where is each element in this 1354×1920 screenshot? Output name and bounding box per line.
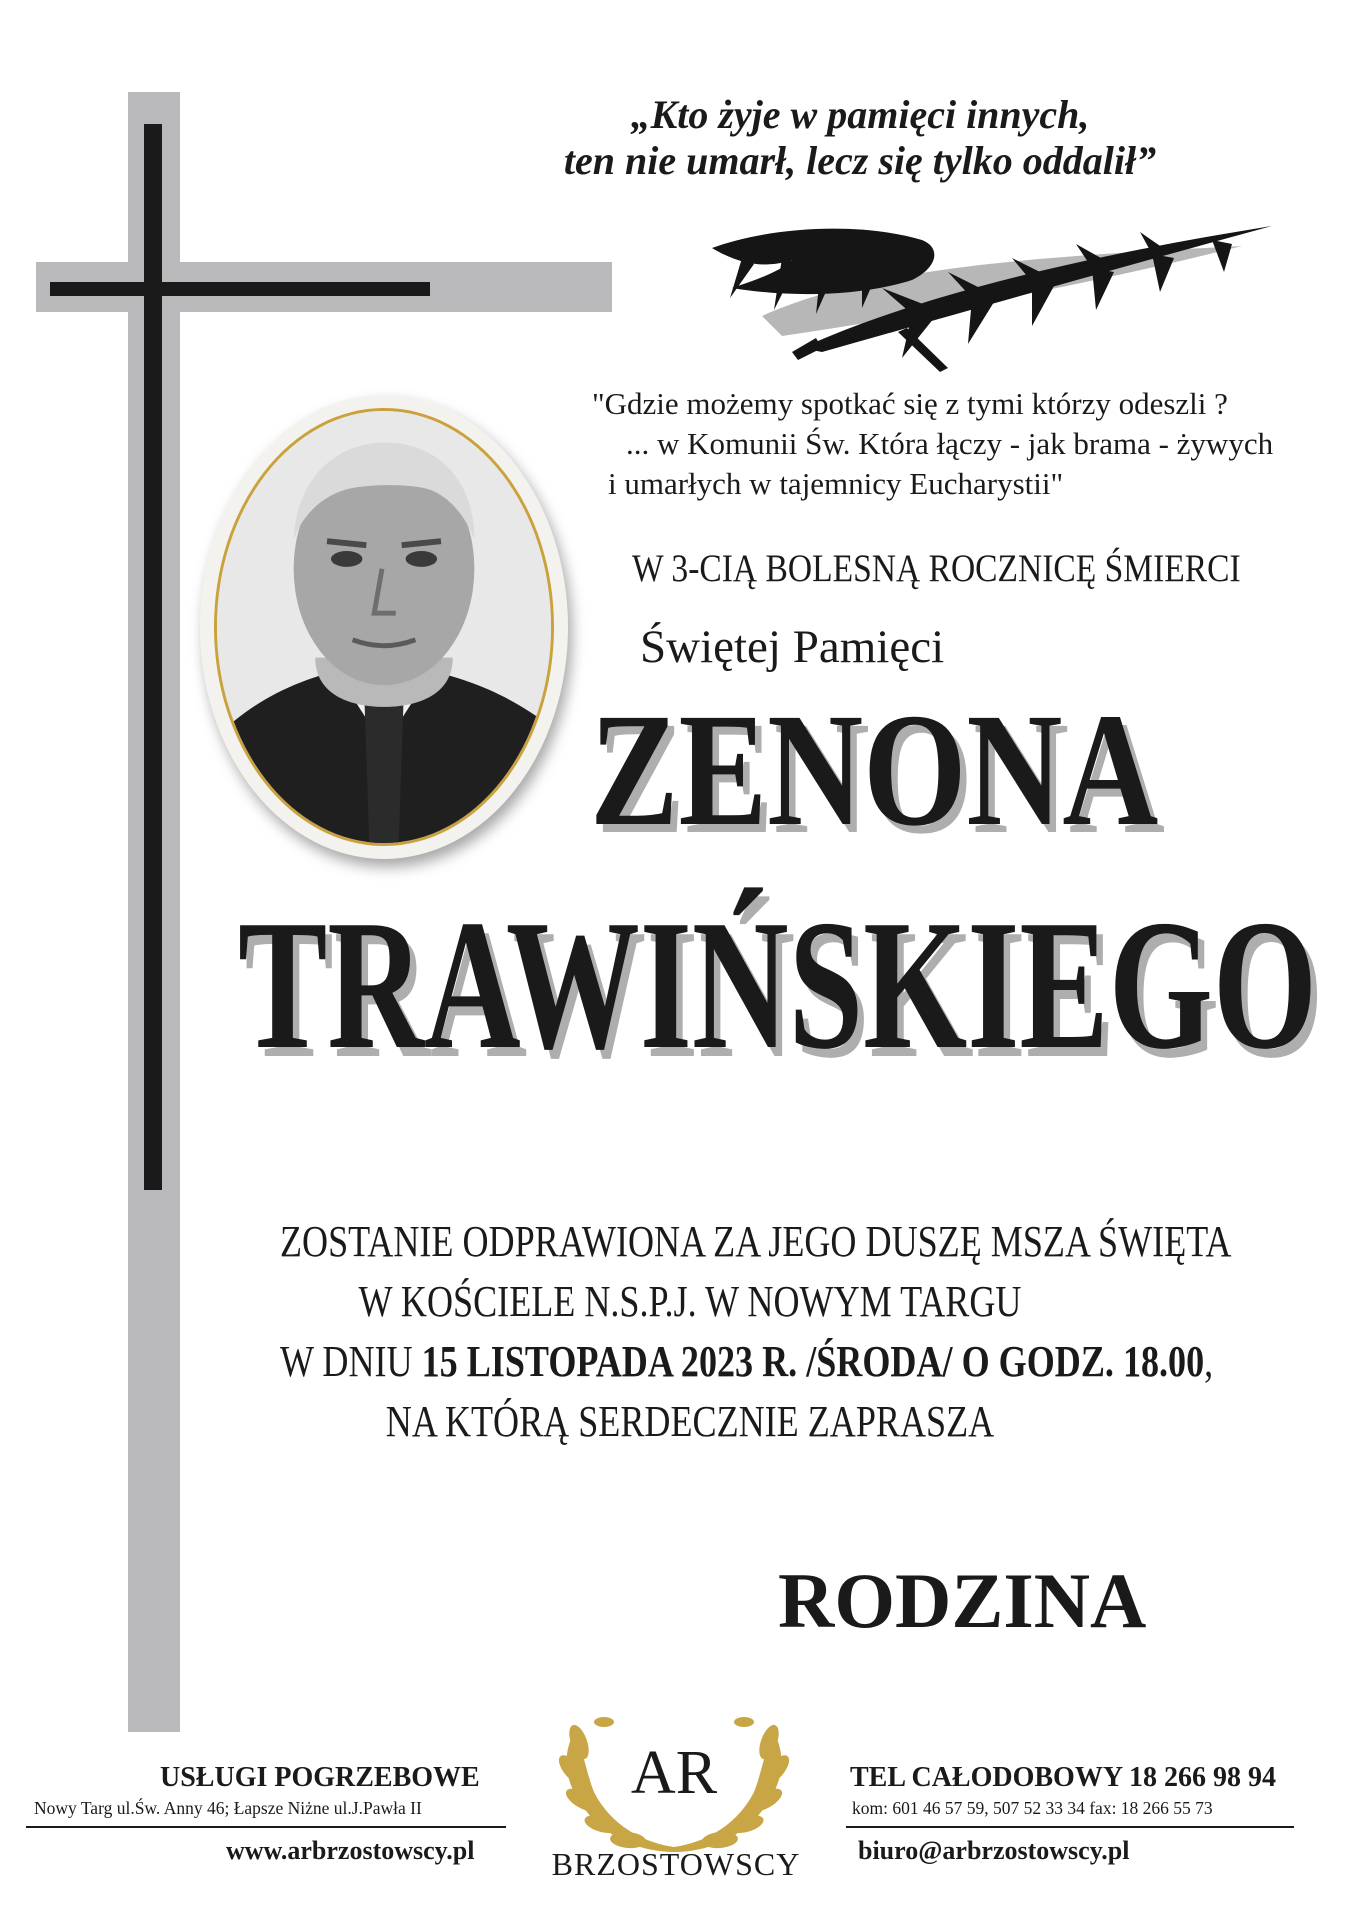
- eucharist-quote-line2: ... w Komunii Św. Która łączy - jak brama - żywych: [626, 426, 1274, 461]
- deceased-last-name: TRAWIŃSKIEGO: [238, 882, 1318, 1088]
- mass-line4: NA KTÓRĄ SERDECZNIE ZAPRASZA: [385, 1397, 995, 1446]
- footer-divider-left: [26, 1826, 506, 1828]
- logo-name: BRZOSTOWSCY: [551, 1846, 801, 1882]
- family-signature: RODZINA: [778, 1557, 1147, 1644]
- memorial-quote-line1: „Kto żyje w pamięci innych,: [630, 92, 1090, 137]
- footer-phone-title: TEL CAŁODOBOWY 18 266 98 94: [850, 1762, 1277, 1793]
- eucharist-quote-line1: "Gdzie możemy spotkać się z tymi którzy odeszli ?: [592, 386, 1228, 421]
- memorial-quote-line2: ten nie umarł, lecz się tylko oddalił”: [563, 138, 1157, 183]
- mass-date-time: 15 LISTOPADA 2023 R. /ŚRODA/ O GODZ. 18.00: [421, 1337, 1205, 1386]
- cross-icon-inner-horizontal: [50, 282, 430, 296]
- footer-address: Nowy Targ ul.Św. Anny 46; Łapsze Niżne ul.J.Pawła II: [34, 1798, 422, 1818]
- anniversary-text: W 3-CIĄ BOLESNĄ ROCZNICĘ ŚMIERCI: [632, 547, 1241, 590]
- footer-website-link[interactable]: www.arbrzostowscy.pl: [226, 1836, 475, 1865]
- portrait-photo: [214, 408, 554, 846]
- mass-line3-prefix: W DNIU: [280, 1337, 422, 1386]
- mass-line3-suffix: ,: [1204, 1337, 1214, 1386]
- palm-branch-icon: [712, 218, 1278, 376]
- footer-services-title: USŁUGI POGRZEBOWE: [160, 1762, 480, 1793]
- mass-line3: [280, 1332, 1214, 1392]
- mass-line2: W KOŚCIELE N.S.P.J. W NOWYM TARGU: [358, 1277, 1022, 1326]
- logo-mark: AR: [630, 1739, 718, 1807]
- eucharist-quote: [592, 384, 1273, 504]
- eucharist-quote-line3: i umarłych w tajemnicy Eucharystii": [608, 466, 1064, 501]
- memory-intro: Świętej Pamięci: [640, 621, 945, 673]
- footer-divider-right: [846, 1826, 1294, 1828]
- footer-phones: kom: 601 46 57 59, 507 52 33 34 fax: 18 266 55 73: [852, 1798, 1213, 1818]
- footer-email-link[interactable]: biuro@arbrzostowscy.pl: [858, 1836, 1130, 1865]
- deceased-first-name: ZENONA: [590, 681, 1159, 860]
- mass-line1: ZOSTANIE ODPRAWIONA ZA JEGO DUSZĘ MSZA ŚWIĘTA: [280, 1217, 1232, 1266]
- memorial-quote: [480, 92, 1240, 184]
- mass-announcement: [190, 1212, 1232, 1452]
